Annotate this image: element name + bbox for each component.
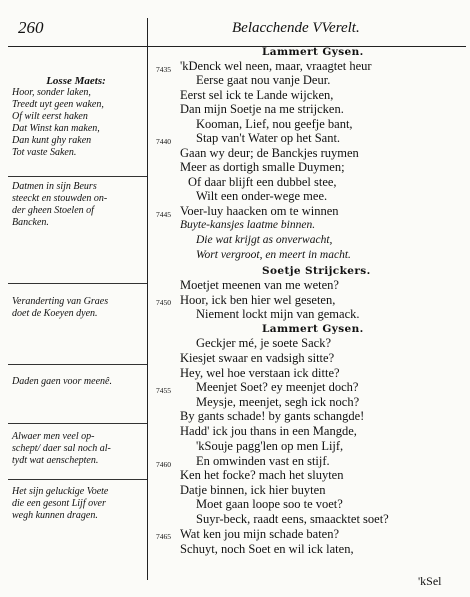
margin-note-line: die een gesont Lijf over	[12, 498, 106, 509]
verse-line: Kiesjet swaar en vadsigh sitte?	[180, 351, 335, 365]
margin-note-line: Datmen in sijn Beurs	[12, 181, 97, 192]
margin-separator	[8, 283, 147, 284]
verse-line: 'kSouje pagg'len op men Lijf,	[196, 439, 344, 453]
margin-separator	[8, 479, 147, 480]
verse-line: Datje binnen, ick hier buyten	[180, 483, 326, 497]
verse-line: Hoor, ick ben hier wel geseten,	[180, 293, 336, 307]
margin-note-line: Daden gaen voor meenê.	[12, 376, 112, 387]
verse-line: Hey, wel hoe verstaan ick ditte?	[180, 366, 340, 380]
running-title: Belacchende VVerelt.	[232, 20, 360, 36]
verse-line: Meenjet Soet? ey meenjet doch?	[196, 380, 359, 394]
verse-line: Kooman, Lief, nou geefje bant,	[196, 117, 353, 131]
speaker-name: Soetje Strijckers.	[262, 265, 371, 277]
verse-line: Moetjet meenen van me weten?	[180, 278, 339, 292]
margin-note-line: doet de Koeyen dyen.	[12, 308, 98, 319]
margin-note-line: der gheen Stoelen of	[12, 205, 94, 216]
verse-line: Stap van't Water op het Sant.	[196, 131, 341, 145]
margin-note-line: steeckt en stouwden on-	[12, 193, 108, 204]
line-number: 7440	[156, 137, 171, 146]
verse-line: En omwinden vast en stijf.	[196, 454, 330, 468]
margin-note-line: Veranderting van Graes	[12, 296, 109, 307]
line-number: 7445	[156, 210, 171, 219]
verse-line: Hadd' ick jou thans in een Mangde,	[180, 424, 357, 438]
verse-line: Meer as dortigh smalle Duymen;	[180, 160, 345, 174]
page-number: 260	[18, 18, 44, 37]
line-number: 7465	[156, 532, 171, 541]
verse-line: Geckjer mé, je soete Sack?	[196, 336, 332, 350]
margin-note-line: Hoor, sonder laken,	[12, 87, 91, 98]
margin-note-line: Of wilt eerst haken	[12, 111, 88, 122]
margin-note-daden	[12, 376, 140, 388]
margin-note-line: Dat Winst kan maken,	[12, 123, 100, 134]
verse-line: Wilt een onder-wege mee.	[196, 189, 328, 203]
margin-separator	[8, 364, 147, 365]
verse-line: Of daar blijft een dubbel stee,	[188, 175, 337, 189]
line-number: 7435	[156, 65, 171, 74]
verse-line: Eerst sel ick te Lande wijcken,	[180, 88, 334, 102]
margin-separator	[8, 423, 147, 424]
margin-note-line: tydt wat aenschepten.	[12, 455, 99, 466]
margin-note-line: schept/ daer sal noch al-	[12, 443, 111, 454]
verse-line: Niement lockt mijn van gemack.	[196, 307, 360, 321]
column-divider	[147, 18, 148, 580]
verse-line: By gants schade! by gants schangde!	[180, 409, 365, 423]
verse-line: Dan mijn Soetje na me strijcken.	[180, 102, 344, 116]
margin-note-line: Het sijn geluckige Voete	[12, 486, 109, 497]
verse-line: Die wat krijgt as onverwacht,	[196, 234, 333, 246]
verse-line: Wort vergroot, en meert in macht.	[196, 249, 351, 261]
margin-note-line: Dan kunt ghy raken	[12, 135, 92, 146]
margin-note-voete	[12, 486, 140, 522]
margin-note-line: Tot vaste Saken.	[12, 147, 77, 158]
margin-note-losse-maets	[12, 75, 140, 159]
margin-note-line: wegh kunnen dragen.	[12, 510, 98, 521]
verse-line: Buyte-kansjes laatme binnen.	[180, 219, 316, 231]
speaker-name: Lammert Gysen.	[262, 46, 364, 58]
verse-line: Voer-luy haacken om te winnen	[180, 204, 339, 218]
verse-line: Meysje, meenjet, segh ick noch?	[196, 395, 360, 409]
line-number: 7450	[156, 298, 171, 307]
verse-line: 'kDenck wel neen, maar, vraagtet heur	[180, 59, 372, 73]
margin-note-line: Treedt uyt geen waken,	[12, 99, 104, 110]
verse-line: Schuyt, noch Soet en wil ick laten,	[180, 542, 354, 556]
verse-line: Ken het focke? mach het sluyten	[180, 468, 344, 482]
verse-line: Eerse gaat nou vanje Deur.	[196, 73, 331, 87]
margin-note-opschept	[12, 431, 140, 467]
margin-note-line: Alwaer men veel op-	[12, 431, 95, 442]
margin-note-graes	[12, 296, 140, 320]
catchword: 'kSel	[418, 574, 442, 588]
margin-note-title: Losse Maets:	[46, 75, 106, 87]
margin-note-line: Bancken.	[12, 217, 49, 228]
verse-line: Wat ken jou mijn schade baten?	[180, 527, 340, 541]
verse-line: Moet gaan loope soo te voet?	[196, 497, 343, 511]
line-number: 7460	[156, 460, 171, 469]
speaker-name: Lammert Gysen.	[262, 323, 364, 335]
line-number: 7455	[156, 386, 171, 395]
verse-line: Suyr-beck, raadt eens, smaacktet soet?	[196, 512, 389, 526]
margin-separator	[8, 176, 147, 177]
margin-note-beurs	[12, 181, 140, 229]
header-rule-left	[8, 46, 147, 47]
verse-line: Gaan wy deur; de Banckjes ruymen	[180, 146, 359, 160]
